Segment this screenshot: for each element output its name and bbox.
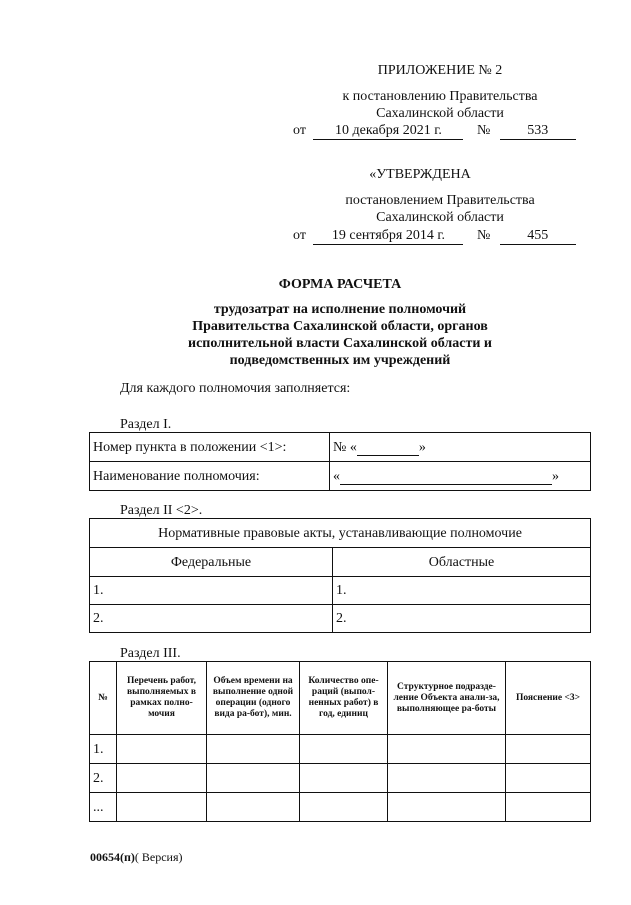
section3-table <box>89 661 591 822</box>
form-title: ФОРМА РАСЧЕТА <box>278 277 402 292</box>
subtitle-line: подведомственных им учреждений <box>229 353 451 368</box>
section3-label: Раздел III. <box>120 646 181 661</box>
appendix-title: ПРИЛОЖЕНИЕ № 2 <box>377 63 503 78</box>
item-number-label: Номер пункта в положении <1>: <box>90 433 330 462</box>
subtitle-line: исполнительной власти Сахалинской области и <box>188 336 492 351</box>
regional-cell: 2. <box>333 605 591 633</box>
row-number: ... <box>90 793 117 822</box>
number-label: № <box>476 228 491 243</box>
row-number: 1. <box>90 735 117 764</box>
from-label: от <box>293 228 306 243</box>
authority-name-blank <box>340 470 552 485</box>
document-code <box>90 850 183 865</box>
subtitle-line: трудозатрат на исполнение полномочий <box>213 302 467 317</box>
form-subtitle <box>130 301 550 369</box>
subtitle-line: Правительства Сахалинской области, органов <box>192 319 488 334</box>
col-number-header: № <box>90 662 117 735</box>
appendix-date: 10 декабря 2021 г. <box>313 122 463 140</box>
appendix-date-line <box>293 122 593 140</box>
appendix-line2: Сахалинской области <box>376 106 504 121</box>
federal-cell: 1. <box>90 577 333 605</box>
authority-name-label: Наименование полномочия: <box>90 462 330 491</box>
section1-table <box>89 432 591 491</box>
approved-date: 19 сентября 2014 г. <box>313 227 463 245</box>
table-row <box>90 793 591 822</box>
version: ( Версия) <box>134 850 183 864</box>
col-time-header: Объем времени на выполнение одной операции (одного вида ра-бот), мин. <box>207 662 300 735</box>
appendix-number: 533 <box>500 122 576 140</box>
col-notes-header: Пояснение <3> <box>506 662 591 735</box>
from-label: от <box>293 123 306 138</box>
row-number: 2. <box>90 764 117 793</box>
col-unit-header: Структурное подразде-ление Объекта анали-за, выполняющее ра-боты <box>388 662 506 735</box>
number-label: № <box>476 123 491 138</box>
table-row <box>90 764 591 793</box>
federal-cell: 2. <box>90 605 333 633</box>
table-row <box>90 735 591 764</box>
col-count-header: Количество опе-раций (выпол-ненных работ) в год, единиц <box>300 662 388 735</box>
approved-line2: Сахалинской области <box>376 210 504 225</box>
approved-number: 455 <box>500 227 576 245</box>
code: 00654(п) <box>90 850 135 864</box>
intro-text: Для каждого полномочия заполняется: <box>120 381 351 396</box>
approved-date-line <box>293 227 593 245</box>
approved-title: «УТВЕРЖДЕНА <box>369 167 471 182</box>
authority-name-field: « » <box>330 462 591 491</box>
appendix-line1: к постановлению Правительства <box>342 89 538 104</box>
item-number-field: № « » <box>330 433 591 462</box>
acts-header: Нормативные правовые акты, устанавливающие полномочие <box>90 519 591 548</box>
section1-label: Раздел I. <box>120 417 172 432</box>
regional-header: Областные <box>333 548 591 577</box>
regional-cell: 1. <box>333 577 591 605</box>
federal-header: Федеральные <box>90 548 333 577</box>
approved-line1: постановлением Правительства <box>345 193 535 208</box>
section2-table <box>89 518 591 633</box>
section2-label: Раздел II <2>. <box>120 503 203 518</box>
col-works-header: Перечень работ, выполняемых в рамках полно-мочия <box>117 662 207 735</box>
item-number-blank <box>357 441 419 456</box>
